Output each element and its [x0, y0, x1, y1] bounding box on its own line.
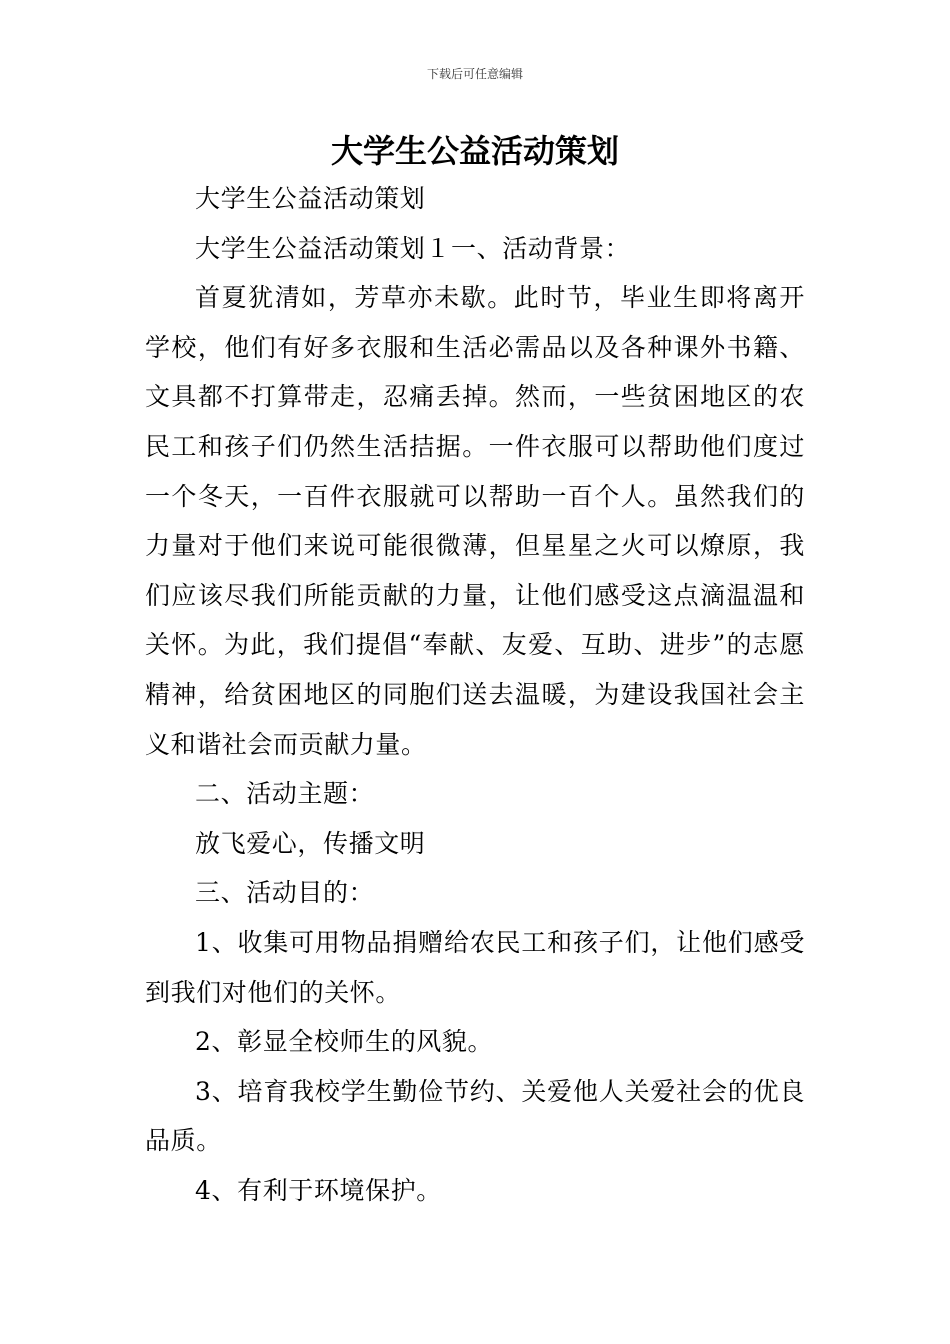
- header-note: 下载后可任意编辑: [426, 67, 523, 81]
- paragraph-section-two-heading: 二、活动主题：: [195, 779, 375, 809]
- document-body: [145, 174, 805, 1215]
- paragraph-section-three-heading: 三、活动目的：: [195, 878, 375, 908]
- paragraph-background: 首夏犹清如，芳草亦未歇。此时节，毕业生即将离开学校，他们有好多衣服和生活必需品以及各种课外书籍、文具都不打算带走，忍痛丢掉。然而，一些贫困地区的农民工和孩子们仍然生活拮据。一件衣服可以帮助他们度过一个冬天，一百件衣服就可以帮助一百个人。虽然我们的力量对于他们来说可能很微薄，但星星之火可以燎原，我们应该尽我们所能贡献的力量，让他们感受这点滴温温和关怀。为此，我们提倡“奉献、友爱、互助、进步”的志愿精神，给贫困地区的同胞们送去温暖，为建设我国社会主义和谐社会而贡献力量。: [145, 283, 805, 759]
- paragraph-subtitle: 大学生公益活动策划: [195, 184, 426, 213]
- paragraph-goal-3: 3、培育我校学生勤俭节约、关爱他人关爱社会的优良品质。: [145, 1076, 805, 1156]
- paragraph-theme: 放飞爱心，传播文明: [195, 828, 426, 858]
- paragraph-goal-1: 1、收集可用物品捐赠给农民工和孩子们，让他们感受到我们对他们的关怀。: [145, 927, 805, 1007]
- paragraph-goal-4: 4、有利于环境保护。: [195, 1175, 442, 1205]
- paragraph-section-one-heading: 大学生公益活动策划１一、活动背景：: [195, 233, 631, 263]
- document-title: 大学生公益活动策划: [330, 132, 619, 170]
- paragraph-goal-2: 2、彰显全校师生的风貌。: [195, 1027, 494, 1057]
